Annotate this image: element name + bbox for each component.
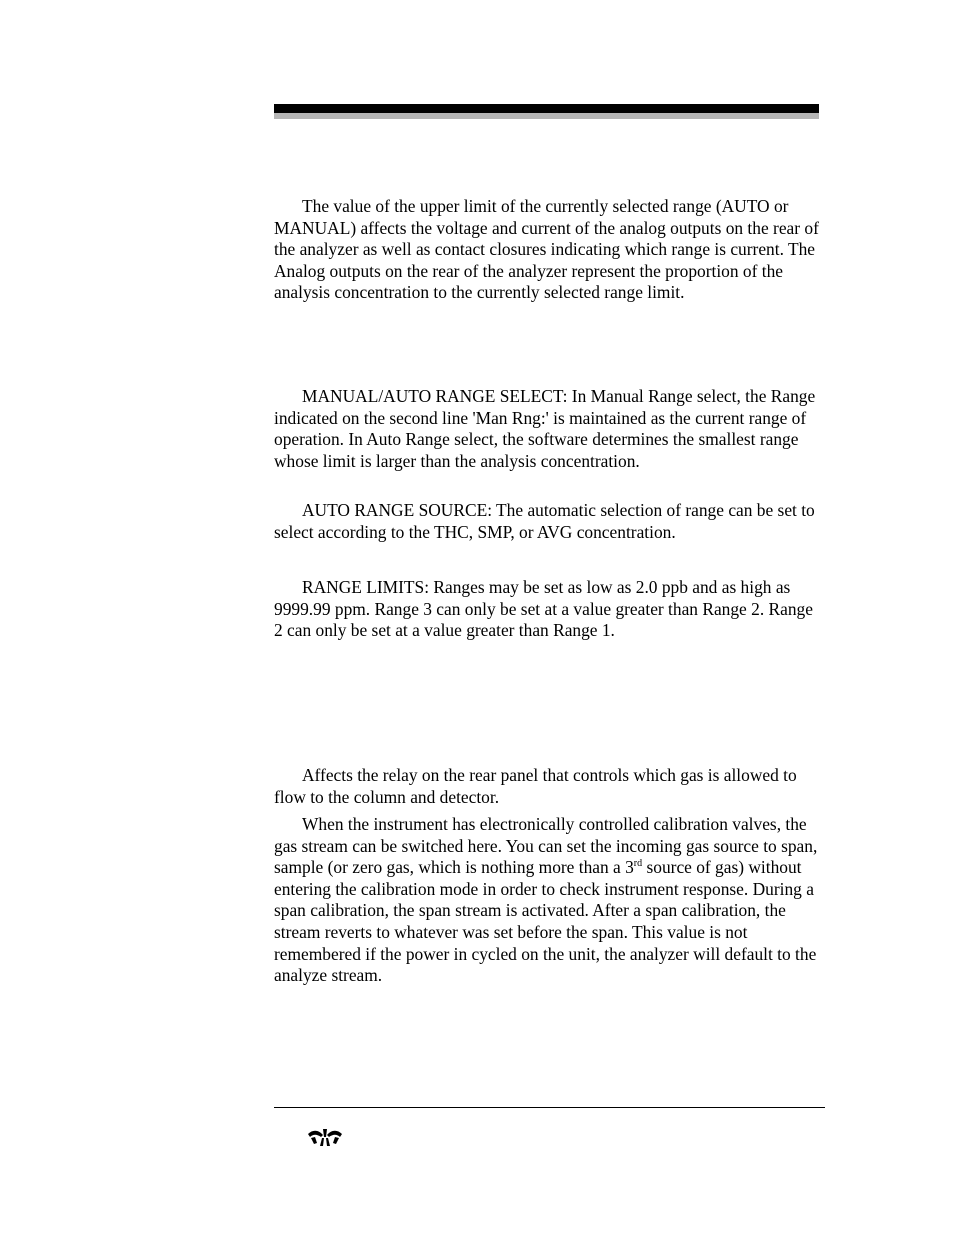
ordinal-superscript: rd [633, 858, 643, 870]
paragraph-manual-auto-range-select [274, 386, 822, 472]
paragraph-text: RANGE LIMITS: Ranges may be set as low as 2.0 ppb and as high as 9999.99 ppm. Range 3 can only be set at a value greater than Range 2. Range 2 can only be set at a value greater than Range 1. [274, 577, 813, 641]
paragraph-text: Affects the relay on the rear panel that controls which gas is allowed to flow to the column and detector. [274, 765, 797, 807]
teledyne-logo-icon [306, 1126, 344, 1148]
paragraph-text: AUTO RANGE SOURCE: The automatic selection of range can be set to select according to the THC, SMP, or AVG concentration. [274, 500, 815, 542]
header-rule-thick [274, 104, 819, 113]
footer-rule [274, 1107, 825, 1108]
paragraph-range-limits [274, 577, 822, 642]
paragraph-gas-stream-switch [274, 814, 822, 987]
paragraph-auto-range-source [274, 500, 822, 543]
header-rule-shadow [274, 113, 819, 119]
paragraph-text: MANUAL/AUTO RANGE SELECT: In Manual Range select, the Range indicated on the second line 'Man Rng:' is maintained as the current range of operation. In Auto Range select, the software determines the smallest range whose limit is larger than the analysis concentration. [274, 386, 816, 471]
paragraph-text: The value of the upper limit of the currently selected range (AUTO or MANUAL) affects the voltage and current of the analog outputs on the rear of the analyzer as well as contact closures indicating which range is current. The Analog outputs on the rear of the analyzer represent the proportion of the analysis concentration to the currently selected range limit. [274, 196, 819, 303]
paragraph-range-limit-effect [274, 196, 822, 304]
paragraph-relay-gas-flow [274, 765, 822, 808]
paragraph-text: When the instrument has electronically controlled calibration valves, the gas stream can be switched here. You can set the incoming gas source to span, sample (or zero gas, which is nothing more than a 3 [274, 814, 818, 878]
paragraph-text: source of gas) without entering the calibration mode in order to check instrument response. During a span calibration, the span stream is activated. After a span calibration, the stream reverts to whatever was set before the span. This value is not remembered if the power in cycled on the unit, the analyzer will default to the analyze stream. [274, 857, 817, 986]
